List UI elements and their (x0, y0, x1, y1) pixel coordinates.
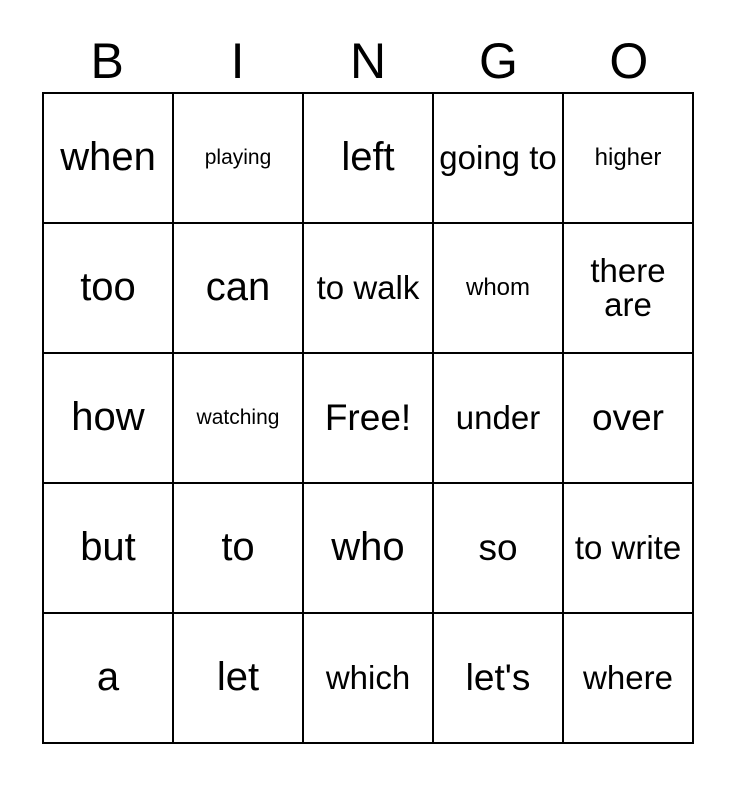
bingo-cell-label: higher (594, 143, 662, 171)
bingo-cell-label: a (96, 655, 120, 700)
bingo-cell[interactable] (434, 224, 564, 354)
bingo-cell-label: to (221, 525, 255, 570)
bingo-cell[interactable] (44, 224, 174, 354)
bingo-grid (42, 92, 694, 744)
bingo-cell[interactable] (304, 614, 434, 744)
bingo-cell-label: under (455, 398, 541, 436)
bingo-cell-label: whom (465, 273, 531, 301)
bingo-cell[interactable] (44, 614, 174, 744)
bingo-cell-label: playing (204, 146, 272, 170)
bingo-cell[interactable] (564, 614, 694, 744)
bingo-cell[interactable] (44, 94, 174, 224)
bingo-cell[interactable] (304, 484, 434, 614)
bingo-cell[interactable] (564, 354, 694, 484)
bingo-cell-label: too (80, 265, 136, 310)
bingo-cell-label: there are (590, 251, 666, 323)
bingo-cell-label: Free! (324, 396, 412, 438)
bingo-cell[interactable] (564, 224, 694, 354)
bingo-cell-label: how (71, 395, 145, 440)
bingo-cell-free[interactable] (304, 354, 434, 484)
bingo-row (44, 354, 694, 484)
bingo-cell[interactable] (304, 94, 434, 224)
bingo-header (42, 30, 694, 92)
bingo-cell[interactable] (174, 94, 304, 224)
bingo-cell[interactable] (434, 94, 564, 224)
bingo-cell-label: watching (196, 406, 280, 430)
header-letter-b: B (90, 33, 124, 89)
bingo-cell[interactable] (564, 484, 694, 614)
bingo-card (42, 30, 694, 744)
bingo-cell-label: where (583, 658, 673, 696)
bingo-cell[interactable] (44, 354, 174, 484)
bingo-cell-label: going to (439, 138, 557, 176)
bingo-cell-label: when (60, 135, 156, 180)
bingo-cell-label: over (592, 396, 664, 438)
bingo-cell-label: who (331, 525, 405, 570)
header-letter-n: N (349, 33, 387, 89)
bingo-cell[interactable] (564, 94, 694, 224)
bingo-row (44, 94, 694, 224)
bingo-cell[interactable] (174, 354, 304, 484)
bingo-cell-label: to write (574, 528, 682, 566)
header-letter-g: G (478, 33, 518, 89)
bingo-cell-label: which (325, 658, 411, 696)
bingo-cell[interactable] (434, 614, 564, 744)
bingo-row (44, 614, 694, 744)
header-letter-o: O (609, 33, 649, 89)
bingo-cell[interactable] (44, 484, 174, 614)
bingo-cell[interactable] (304, 224, 434, 354)
bingo-cell-label: can (205, 265, 271, 310)
bingo-cell[interactable] (434, 484, 564, 614)
bingo-cell[interactable] (174, 484, 304, 614)
bingo-cell-label: let's (465, 656, 531, 698)
bingo-cell[interactable] (174, 614, 304, 744)
bingo-row (44, 484, 694, 614)
bingo-cell[interactable] (174, 224, 304, 354)
bingo-cell[interactable] (434, 354, 564, 484)
bingo-cell-label: to walk (316, 268, 420, 306)
bingo-cell-label: but (80, 525, 136, 570)
bingo-cell-label: left (341, 135, 395, 180)
bingo-row (44, 224, 694, 354)
header-letter-i: I (230, 33, 245, 89)
bingo-cell-label: let (216, 655, 260, 700)
bingo-cell-label: so (478, 526, 518, 568)
